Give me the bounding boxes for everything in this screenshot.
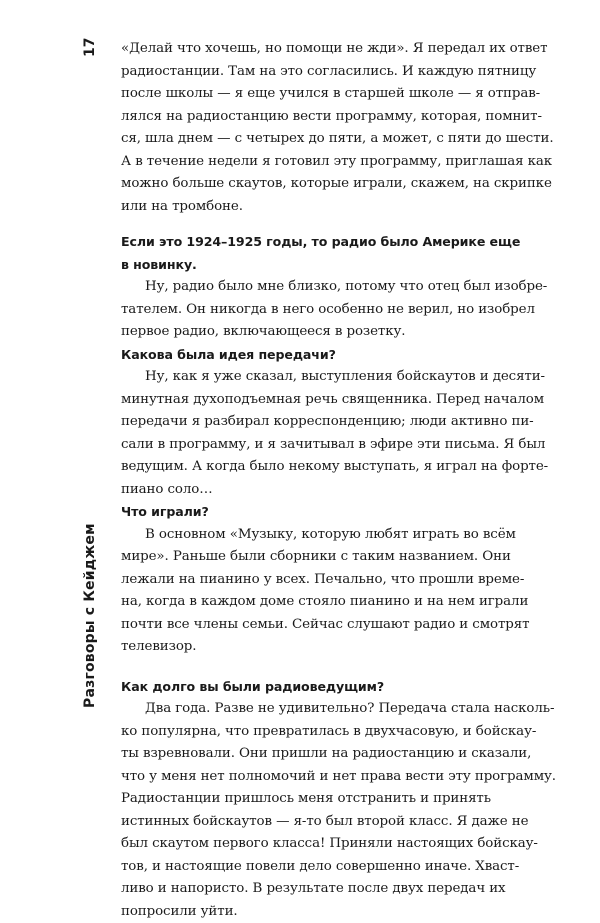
interview-question [121,344,527,367]
text-line: ся, шла днем — с четырех до пяти, а может, с пяти до шести. [121,128,527,151]
text-line: можно больше скаутов, которые играли, скажем, на скрипке [121,173,527,196]
text-line: истинных бойскаутов — я-то был второй класс. Я даже не [121,811,527,834]
text-line: ведущим. А когда было некому выступать, я играл на форте- [121,456,527,479]
text-line: на, когда в каждом доме стояло пианино и на нем играли [121,591,527,614]
text-line: Что играли? [121,501,527,524]
text-line: Если это 1924–1925 годы, то радио было Америке еще [121,231,527,254]
text-line: попросили уйти. [121,901,527,923]
text-line: «Делай что хочешь, но помощи не жди». Я передал их ответ [121,38,527,61]
text-line: в новинку. [121,254,527,277]
text-column [121,38,527,923]
text-line: Какова была идея передачи? [121,344,527,367]
block-spacer [121,659,527,676]
text-line: Ну, как я уже сказал, выступления бойскаутов и десяти- [121,366,527,389]
interview-question [121,676,527,699]
text-line: Как долго вы были радиоведущим? [121,676,527,699]
text-line: почти все члены семьи. Сейчас слушают радио и смотрят [121,614,527,637]
text-line: телевизор. [121,636,527,659]
text-line: сали в программу, и я зачитывал в эфире эти письма. Я был [121,434,527,457]
text-line: передачи я разбирал корреспонденцию; люди активно пи- [121,411,527,434]
text-line: мире». Раньше были сборники с таким названием. Они [121,546,527,569]
text-line: тов, и настоящие повели дело совершенно иначе. Хваст- [121,856,527,879]
text-line: или на тромбоне. [121,196,527,219]
text-line: ты взревновали. Они пришли на радиостанцию и сказали, [121,743,527,766]
answer-paragraph [121,366,527,501]
running-head: Разговоры с Кейджем [82,523,98,708]
answer-paragraph [121,38,527,218]
interview-question [121,231,527,276]
text-line: тателем. Он никогда в него особенно не верил, но изобрел [121,299,527,322]
interview-question [121,501,527,524]
text-line: пиано соло… [121,479,527,502]
answer-paragraph [121,698,527,923]
text-line: радиостанции. Там на это согласились. И каждую пятницу [121,61,527,84]
text-line: что у меня нет полномочий и нет права вести эту программу. [121,766,527,789]
text-line: после школы — я еще учился в старшей школе — я отправ- [121,83,527,106]
text-line: ко популярна, что превратилась в двухчасовую, и бойскау- [121,721,527,744]
answer-paragraph [121,276,527,344]
text-line: В основном «Музыку, которую любят играть во всём [121,524,527,547]
text-line: лялся на радиостанцию вести программу, которая, помнит- [121,106,527,129]
text-line: лежали на пианино у всех. Печально, что прошли време- [121,569,527,592]
text-line: ливо и напористо. В результате после двух передач их [121,878,527,901]
block-spacer [121,218,527,231]
text-line: Ну, радио было мне близко, потому что отец был изобре- [121,276,527,299]
answer-paragraph [121,524,527,659]
text-line: Два года. Разве не удивительно? Передача стала насколь- [121,698,527,721]
text-line: А в течение недели я готовил эту программу, приглашая как [121,151,527,174]
text-line: был скаутом первого класса! Приняли настоящих бойскау- [121,833,527,856]
page-number: 17 [82,38,98,57]
text-line: Радиостанции пришлось меня отстранить и принять [121,788,527,811]
text-line: минутная духоподъемная речь священника. Перед началом [121,389,527,412]
text-line: первое радио, включающееся в розетку. [121,321,527,344]
